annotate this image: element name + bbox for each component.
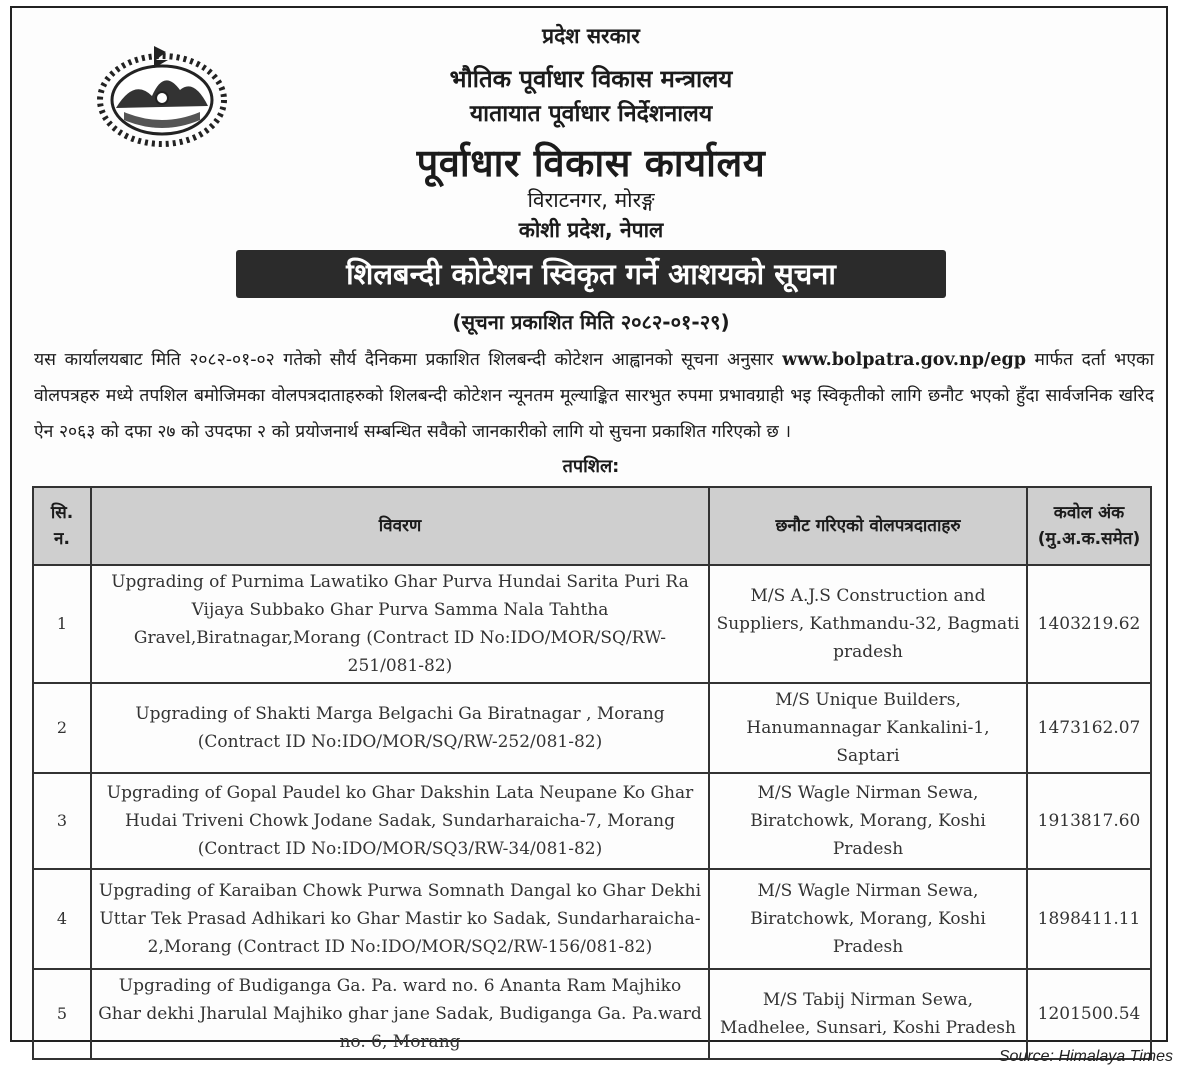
source-caption: Source: Himalaya Times [998,1048,1173,1065]
table-row [33,773,1151,869]
row-bidder: M/S Wagle Nirman Sewa, Biratchowk, Morang, Koshi Pradesh [709,773,1027,869]
row-amount: 1473162.07 [1027,683,1151,773]
notice-body-part2: मार्फत दर्ता भएका वोलपत्रहरु मध्ये तपशिल बमोजिमका वोलपत्रदाताहरुको शिलबन्दी कोटेशन न्यूनतम मूल्याङ्कित सारभुत रुपमा प्रभावग्राही भइ स्विकृतीको लागि छनौट भएको हुँदा सार्वजनिक खरिद ऐन २०६३ को दफा २७ को उपदफा २ को प्रयोजनार्थ सम्बन्धित सवैको जानकारीको लागि यो सुचना प्रकाशित गरिएको छ । [34,350,1154,442]
row-sn: 5 [33,969,91,1059]
row-bidder: M/S A.J.S Construction and Suppliers, Kathmandu-32, Bagmati pradesh [709,565,1027,683]
row-amount: 1201500.54 [1027,969,1151,1059]
website-link[interactable]: www.bolpatra.gov.np/egp [782,350,1026,370]
header-amount: कवोल अंक (मु.अ.क.समेत) [1027,487,1151,565]
table-row [33,869,1151,969]
header-province: कोशी प्रदेश, नेपाल [518,218,664,242]
row-bidder: M/S Wagle Nirman Sewa, Biratchowk, Morang, Koshi Pradesh [709,869,1027,969]
row-sn: 1 [33,565,91,683]
row-bidder: M/S Tabij Nirman Sewa, Madhelee, Sunsari, Koshi Pradesh [709,969,1027,1059]
header-office: पूर्वाधार विकास कार्यालय [416,141,766,185]
table-header-row [33,487,1151,565]
notice-frame [10,6,1168,1052]
notice-body-part1: यस कार्यालयबाट मिति २०८२-०१-०२ गतेको सौर्य दैनिकमा प्रकाशित शिलबन्दी कोटेशन आह्वानको सूचना अनुसार [34,350,774,370]
header-bidder: छनौट गरिएको वोलपत्रदाताहरु [709,487,1027,565]
header-directorate: यातायात पूर्वाधार निर्देशनालय [469,101,713,127]
row-bidder: M/S Unique Builders, Hanumannagar Kankalini-1, Saptari [709,683,1027,773]
notice-body [34,342,1154,450]
header-city: विराटनगर, मोरङ्ग [527,188,655,212]
table-row [33,683,1151,773]
row-amount: 1898411.11 [1027,869,1151,969]
header-description: विवरण [91,487,709,565]
notice-title: शिलबन्दी कोटेशन स्विकृत गर्ने आशयको सूचना [236,250,946,298]
selected-bidders-table [32,486,1152,1060]
row-sn: 2 [33,683,91,773]
row-description: Upgrading of Shakti Marga Belgachi Ga Biratnagar , Morang (Contract ID No:IDO/MOR/SQ/RW-252/081-82) [91,683,709,773]
table-row [33,565,1151,683]
row-amount: 1403219.62 [1027,565,1151,683]
table-row [33,969,1151,1059]
row-amount: 1913817.60 [1027,773,1151,869]
row-description: Upgrading of Gopal Paudel ko Ghar Dakshin Lata Neupane Ko Ghar Hudai Triveni Chowk Jodane Sadak, Sundarharaicha-7, Morang (Contract ID No:IDO/MOR/SQ3/RW-34/081-82) [91,773,709,869]
publication-date: (सूचना प्रकाशित मिति २०८२-०१-२९) [452,310,730,334]
row-description: Upgrading of Karaiban Chowk Purwa Somnath Dangal ko Ghar Dekhi Uttar Tek Prasad Adhikari ko Ghar Mastir ko Sadak, Sundarharaicha-2,Morang (Contract ID No:IDO/MOR/SQ2/RW-156/081-82) [91,869,709,969]
row-description: Upgrading of Budiganga Ga. Pa. ward no. 6 Ananta Ram Majhiko Ghar dekhi Jharulal Majhiko ghar jane Sadak, Budiganga Ga. Pa.ward no. 6, Morang [91,969,709,1059]
header-sn: सि. न. [33,487,91,565]
header-ministry: भौतिक पूर्वाधार विकास मन्त्रालय [449,65,733,93]
row-sn: 4 [33,869,91,969]
row-sn: 3 [33,773,91,869]
header-province-government: प्रदेश सरकार [542,24,640,48]
row-description: Upgrading of Purnima Lawatiko Ghar Purva Hundai Sarita Puri Ra Vijaya Subbako Ghar Purva Samma Nala Tahtha Gravel,Biratnagar,Morang (Contract ID No:IDO/MOR/SQ/RW-251/081-82) [91,565,709,683]
details-heading: तपशिल: [562,456,620,477]
